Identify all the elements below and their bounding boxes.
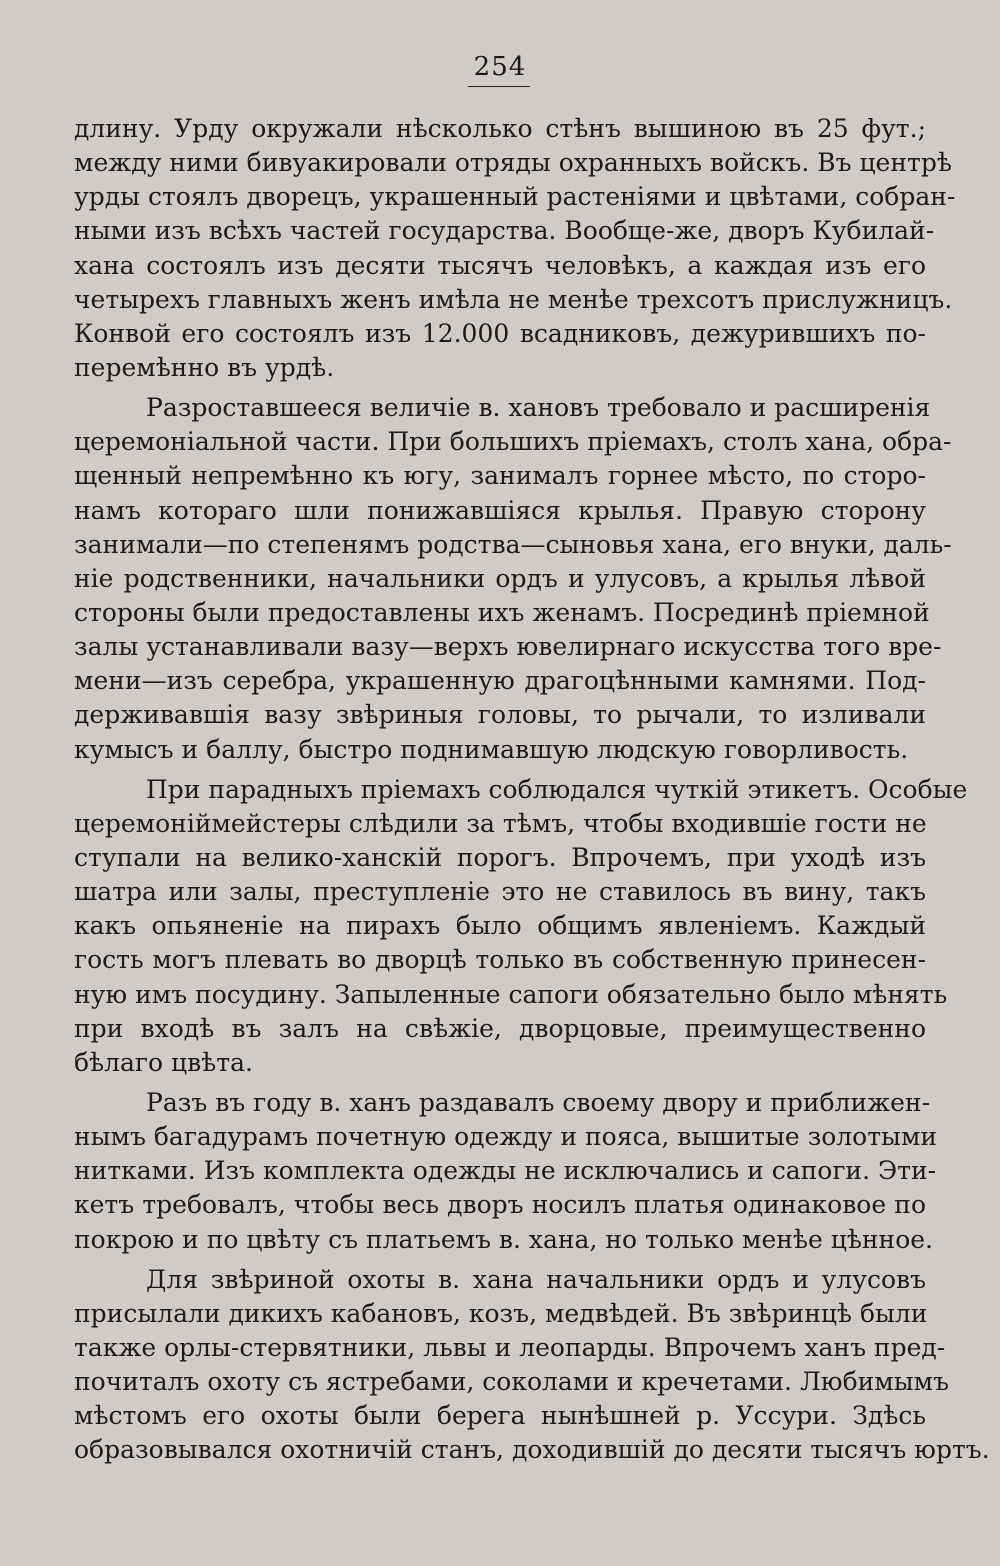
text-line: кетъ требовалъ, чтобы весь дворъ носилъ платья одинаковое по xyxy=(74,1190,926,1220)
text-line: церемоніймейстеры слѣдили за тѣмъ, чтобы входившіе гости не xyxy=(74,808,927,838)
text-line: бѣлаго цвѣта. xyxy=(74,1047,253,1077)
body-text xyxy=(74,112,990,1467)
text-line: шатра или залы, преступленіе это не ставилось въ вину, такъ xyxy=(74,877,926,907)
text-line: почиталъ охоту съ ястребами, соколами и кречетами. Любимымъ xyxy=(74,1367,949,1397)
page-number: 254 xyxy=(473,52,527,82)
page-number-rule xyxy=(468,86,530,87)
text-line: также орлы-стервятники, львы и леопарды. Впрочемъ ханъ пред- xyxy=(74,1332,946,1362)
text-line: стороны были предоставлены ихъ женамъ. Посрединѣ пріемной xyxy=(74,597,930,627)
text-line: ніе родственники, начальники ордъ и улусовъ, а крылья лѣвой xyxy=(74,563,926,593)
text-line: Разъ въ году в. ханъ раздавалъ своему двору и приближен- xyxy=(146,1087,931,1117)
text-line: какъ опьяненіе на пирахъ было общимъ явленіемъ. Каждый xyxy=(74,911,926,941)
text-line: занимали—по степенямъ родства—сыновья хана, его внуки, даль- xyxy=(74,529,952,559)
text-line: намъ котораго шли понижавшіяся крылья. Правую сторону xyxy=(74,495,926,525)
text-line: четырехъ главныхъ женъ имѣла не менѣе трехсотъ прислужницъ. xyxy=(74,284,953,314)
text-line: нитками. Изъ комплекта одежды не исключались и сапоги. Эти- xyxy=(74,1156,937,1186)
text-line: длину. Урду окружали нѣсколько стѣнъ вышиною въ 25 фут.; xyxy=(74,114,926,143)
text-line: залы устанавливали вазу—верхъ ювелирнаго искусства того вре- xyxy=(74,632,942,662)
text-line: держивавшія вазу звѣриныя головы, то рычали, то изливали xyxy=(74,700,926,730)
text-line: Для звѣриной охоты в. хана начальники ордъ и улусовъ xyxy=(146,1264,926,1294)
text-line: Разроставшееся величіе в. хановъ требовало и расширенія xyxy=(146,393,931,423)
text-line: При парадныхъ пріемахъ соблюдался чуткій этикетъ. Особые xyxy=(146,774,968,804)
text-line: между ними бивуакировали отряды охранныхъ войскъ. Въ центрѣ xyxy=(74,148,952,178)
text-line: присылали дикихъ кабановъ, козъ, медвѣдей. Въ звѣринцѣ были xyxy=(74,1298,928,1328)
text-line: гость могъ плевать во дворцѣ только въ собственную принесен- xyxy=(74,945,926,975)
text-line: нымъ багадурамъ почетную одежду и пояса, вышитые золотыми xyxy=(74,1122,938,1152)
paragraph xyxy=(74,391,952,767)
text-line: перемѣнно въ урдѣ. xyxy=(74,352,335,382)
text-line: хана состоялъ изъ десяти тысячъ человѣкъ, а каждая изъ его xyxy=(74,250,926,280)
text-line: кумысъ и баллу, быстро поднимавшую людскую говорливость. xyxy=(74,734,909,764)
text-line: образовывался охотничій станъ, доходившій до десяти тысячъ юртъ. xyxy=(74,1435,990,1465)
paragraph xyxy=(74,1086,938,1257)
text-line: ступали на велико-ханскій порогъ. Впрочемъ, при уходѣ изъ xyxy=(74,842,926,872)
text-line: покрою и по цвѣту съ платьемъ в. хана, но только менѣе цѣнное. xyxy=(74,1224,934,1254)
text-line: щенный непремѣнно къ югу, занималъ горнее мѣсто, по сторо- xyxy=(74,461,926,491)
text-line: церемоніальной части. При большихъ пріемахъ, столъ хана, обра- xyxy=(74,427,952,457)
text-line: ными изъ всѣхъ частей государства. Вообще-же, дворъ Кубилай- xyxy=(74,216,935,246)
text-line: ную имъ посудину. Запыленные сапоги обязательно было мѣнять xyxy=(74,979,948,1009)
text-line: при входѣ въ залъ на свѣжіе, дворцовые, преимущественно xyxy=(74,1013,926,1043)
paragraph xyxy=(74,773,968,1080)
text-line: Конвой его состоялъ изъ 12.000 всадниковъ, дежурившихъ по- xyxy=(74,318,926,348)
text-line: урды стоялъ дворецъ, украшенный растеніями и цвѣтами, собран- xyxy=(74,182,956,212)
paragraph xyxy=(74,1263,990,1468)
paragraph xyxy=(74,112,956,385)
text-line: мѣстомъ его охоты были берега нынѣшней р. Уссури. Здѣсь xyxy=(74,1401,926,1431)
text-line: мени—изъ серебра, украшенную драгоцѣнными камнями. Под- xyxy=(74,666,926,696)
